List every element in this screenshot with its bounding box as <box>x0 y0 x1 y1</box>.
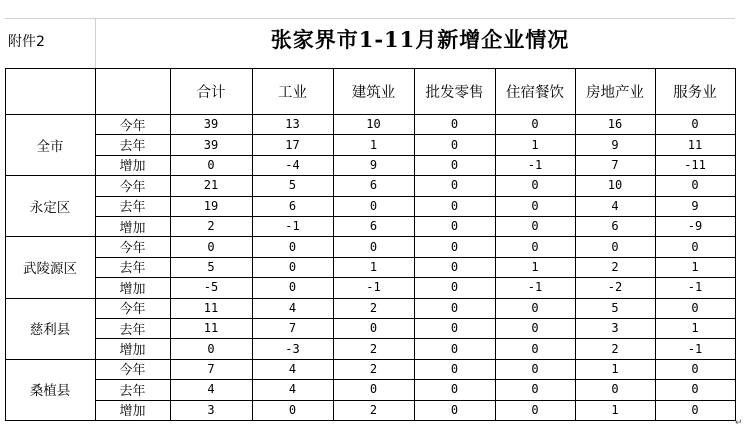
table-cell: 11 <box>203 321 219 336</box>
row-divider <box>95 318 735 319</box>
row-divider <box>95 277 735 278</box>
table-cell: 7 <box>288 321 297 336</box>
header-bottom-border <box>5 114 735 115</box>
page-title: 张家界市1-11月新增企业情况 <box>270 27 570 52</box>
table-cell: -1 <box>687 341 703 356</box>
row-divider <box>95 257 735 258</box>
table-cell: 0 <box>288 259 297 274</box>
table-cell: 4 <box>611 198 619 213</box>
table-cell: 9 <box>369 157 378 172</box>
table-cell: 2 <box>369 341 378 356</box>
table-cell: 4 <box>288 361 297 376</box>
table-cell: 6 <box>611 219 619 234</box>
table-cell: 0 <box>450 239 459 254</box>
column-header: 服务业 <box>673 84 717 101</box>
region-name: 永定区 <box>29 199 71 216</box>
column-header: 建筑业 <box>351 84 396 101</box>
table-cell: 0 <box>207 239 215 254</box>
column-divider <box>95 68 96 421</box>
table-cell: -9 <box>687 219 703 234</box>
table-cell: 1 <box>611 402 619 417</box>
row-label: 去年 <box>119 383 146 399</box>
table-cell: 0 <box>450 361 459 376</box>
region-divider <box>5 420 735 421</box>
column-header: 住宿餐饮 <box>506 84 564 101</box>
table-cell: 2 <box>369 361 378 376</box>
table-cell: 11 <box>203 300 219 315</box>
row-label: 去年 <box>119 200 146 216</box>
table-cell: 1 <box>691 259 699 274</box>
table-cell: 2 <box>207 219 215 234</box>
table-cell: 1 <box>369 259 378 274</box>
table-cell: 0 <box>531 178 539 193</box>
row-label: 今年 <box>119 118 146 134</box>
table-cell: 0 <box>691 117 699 132</box>
table-cell: 0 <box>288 402 297 417</box>
region-name: 武陵源区 <box>23 260 77 277</box>
table-cell: 1 <box>531 259 539 274</box>
row-divider <box>95 196 735 197</box>
column-header: 批发零售 <box>425 84 484 101</box>
table-cell: 0 <box>450 178 459 193</box>
table-cell: -11 <box>684 157 706 172</box>
table-cell: 0 <box>450 280 459 295</box>
table-cell: 0 <box>531 239 539 254</box>
title-top-rule <box>5 18 735 19</box>
table-cell: 0 <box>369 239 378 254</box>
table-cell: -5 <box>203 280 219 295</box>
table-cell: 0 <box>531 321 539 336</box>
table-cell: 1 <box>611 361 619 376</box>
table-cell: 11 <box>687 137 703 152</box>
table-cell: 4 <box>288 382 297 397</box>
table-cell: 16 <box>607 117 623 132</box>
column-header: 合计 <box>196 84 226 101</box>
region-name: 桑植县 <box>29 383 71 400</box>
region-name: 慈利县 <box>29 322 71 339</box>
table-cell: 0 <box>531 198 539 213</box>
column-divider <box>575 68 576 421</box>
table-cell: 39 <box>203 137 219 152</box>
table-cell: 0 <box>691 382 699 397</box>
table-cell: 0 <box>450 198 459 213</box>
region-name: 全市 <box>36 138 64 155</box>
table-cell: 0 <box>531 341 539 356</box>
row-label: 今年 <box>119 241 146 257</box>
table-cell: 0 <box>691 300 699 315</box>
table-cell: 0 <box>450 321 459 336</box>
table-cell: 13 <box>285 117 300 132</box>
table-cell: 0 <box>450 300 459 315</box>
table-cell: -1 <box>285 219 300 234</box>
row-label: 增加 <box>119 404 146 420</box>
table-cell: 0 <box>450 259 459 274</box>
table-cell: 3 <box>611 321 619 336</box>
table-cell: 0 <box>531 361 539 376</box>
table-cell: 0 <box>611 239 619 254</box>
row-label: 今年 <box>119 363 146 379</box>
row-label: 今年 <box>119 302 146 318</box>
table-cell: 0 <box>691 402 699 417</box>
row-label: 增加 <box>119 220 146 236</box>
title-divider <box>95 18 96 68</box>
row-label: 增加 <box>119 159 146 175</box>
table-cell: 5 <box>611 300 619 315</box>
table-cell: 39 <box>203 117 219 132</box>
table-cell: 0 <box>531 382 539 397</box>
region-divider <box>5 298 735 299</box>
row-divider <box>95 155 735 156</box>
column-divider <box>333 68 334 421</box>
row-divider <box>95 379 735 380</box>
row-label: 今年 <box>119 179 146 195</box>
paragraph-mark: ↵ <box>735 418 743 428</box>
row-divider <box>95 134 735 135</box>
column-divider <box>252 68 253 421</box>
table-cell: 3 <box>207 402 215 417</box>
table-cell: 0 <box>207 157 215 172</box>
table-cell: 0 <box>531 117 539 132</box>
row-label: 增加 <box>119 343 146 359</box>
table-cell: 0 <box>450 117 459 132</box>
table-cell: 0 <box>450 137 459 152</box>
table-cell: 0 <box>531 300 539 315</box>
table-cell: 0 <box>288 280 297 295</box>
table-cell: 0 <box>450 382 459 397</box>
table-cell: 2 <box>369 300 378 315</box>
table-cell: 6 <box>369 219 378 234</box>
table-cell: 10 <box>366 117 381 132</box>
table-cell: 0 <box>207 341 215 356</box>
table-cell: 2 <box>611 259 619 274</box>
table-cell: 7 <box>207 361 215 376</box>
table-cell: 6 <box>369 178 378 193</box>
column-divider <box>5 68 6 421</box>
region-divider <box>5 359 735 360</box>
table-cell: 4 <box>288 300 297 315</box>
table-cell: 19 <box>203 198 219 213</box>
table-cell: 4 <box>207 382 215 397</box>
table-cell: 21 <box>203 178 219 193</box>
table-cell: 9 <box>691 198 699 213</box>
table-cell: 10 <box>607 178 623 193</box>
table-cell: 0 <box>691 239 699 254</box>
column-divider <box>170 68 171 421</box>
table-cell: 0 <box>369 321 378 336</box>
row-label: 去年 <box>119 261 146 277</box>
table-cell: 5 <box>288 178 297 193</box>
column-header: 房地产业 <box>586 84 644 101</box>
table-cell: -2 <box>607 280 623 295</box>
row-label: 去年 <box>119 322 146 338</box>
column-divider <box>414 68 415 421</box>
column-divider <box>735 68 736 421</box>
column-divider <box>655 68 656 421</box>
table-cell: 0 <box>691 178 699 193</box>
region-divider <box>5 175 735 176</box>
table-cell: -1 <box>366 280 381 295</box>
table-top-border <box>5 68 735 69</box>
table-cell: 0 <box>691 361 699 376</box>
table-cell: 0 <box>288 239 297 254</box>
table-cell: 1 <box>691 321 699 336</box>
table-cell: 0 <box>369 198 378 213</box>
table-cell: 2 <box>369 402 378 417</box>
table-cell: 5 <box>207 259 215 274</box>
table-cell: 0 <box>450 341 459 356</box>
row-divider <box>95 400 735 401</box>
table-cell: 2 <box>611 341 619 356</box>
table-cell: -1 <box>687 280 703 295</box>
table-cell: 6 <box>288 198 297 213</box>
table-cell: -3 <box>285 341 300 356</box>
column-divider <box>495 68 496 421</box>
region-divider <box>5 236 735 237</box>
row-label: 增加 <box>119 281 146 297</box>
table-cell: 17 <box>285 137 300 152</box>
table-cell: 1 <box>369 137 378 152</box>
column-header: 工业 <box>278 84 307 101</box>
attachment-label: 附件2 <box>8 34 45 50</box>
table-cell: 0 <box>450 157 459 172</box>
table-cell: 9 <box>611 137 619 152</box>
table-cell: 0 <box>531 402 539 417</box>
table-cell: 0 <box>369 382 378 397</box>
table-cell: -1 <box>527 280 543 295</box>
table-cell: 0 <box>531 219 539 234</box>
table-cell: 1 <box>531 137 539 152</box>
table-cell: 7 <box>611 157 619 172</box>
row-label: 去年 <box>119 139 146 155</box>
row-divider <box>95 216 735 217</box>
row-divider <box>95 338 735 339</box>
table-cell: 0 <box>611 382 619 397</box>
table-cell: 0 <box>450 219 459 234</box>
table-cell: -4 <box>285 157 300 172</box>
table-cell: -1 <box>527 157 543 172</box>
table-cell: 0 <box>450 402 459 417</box>
